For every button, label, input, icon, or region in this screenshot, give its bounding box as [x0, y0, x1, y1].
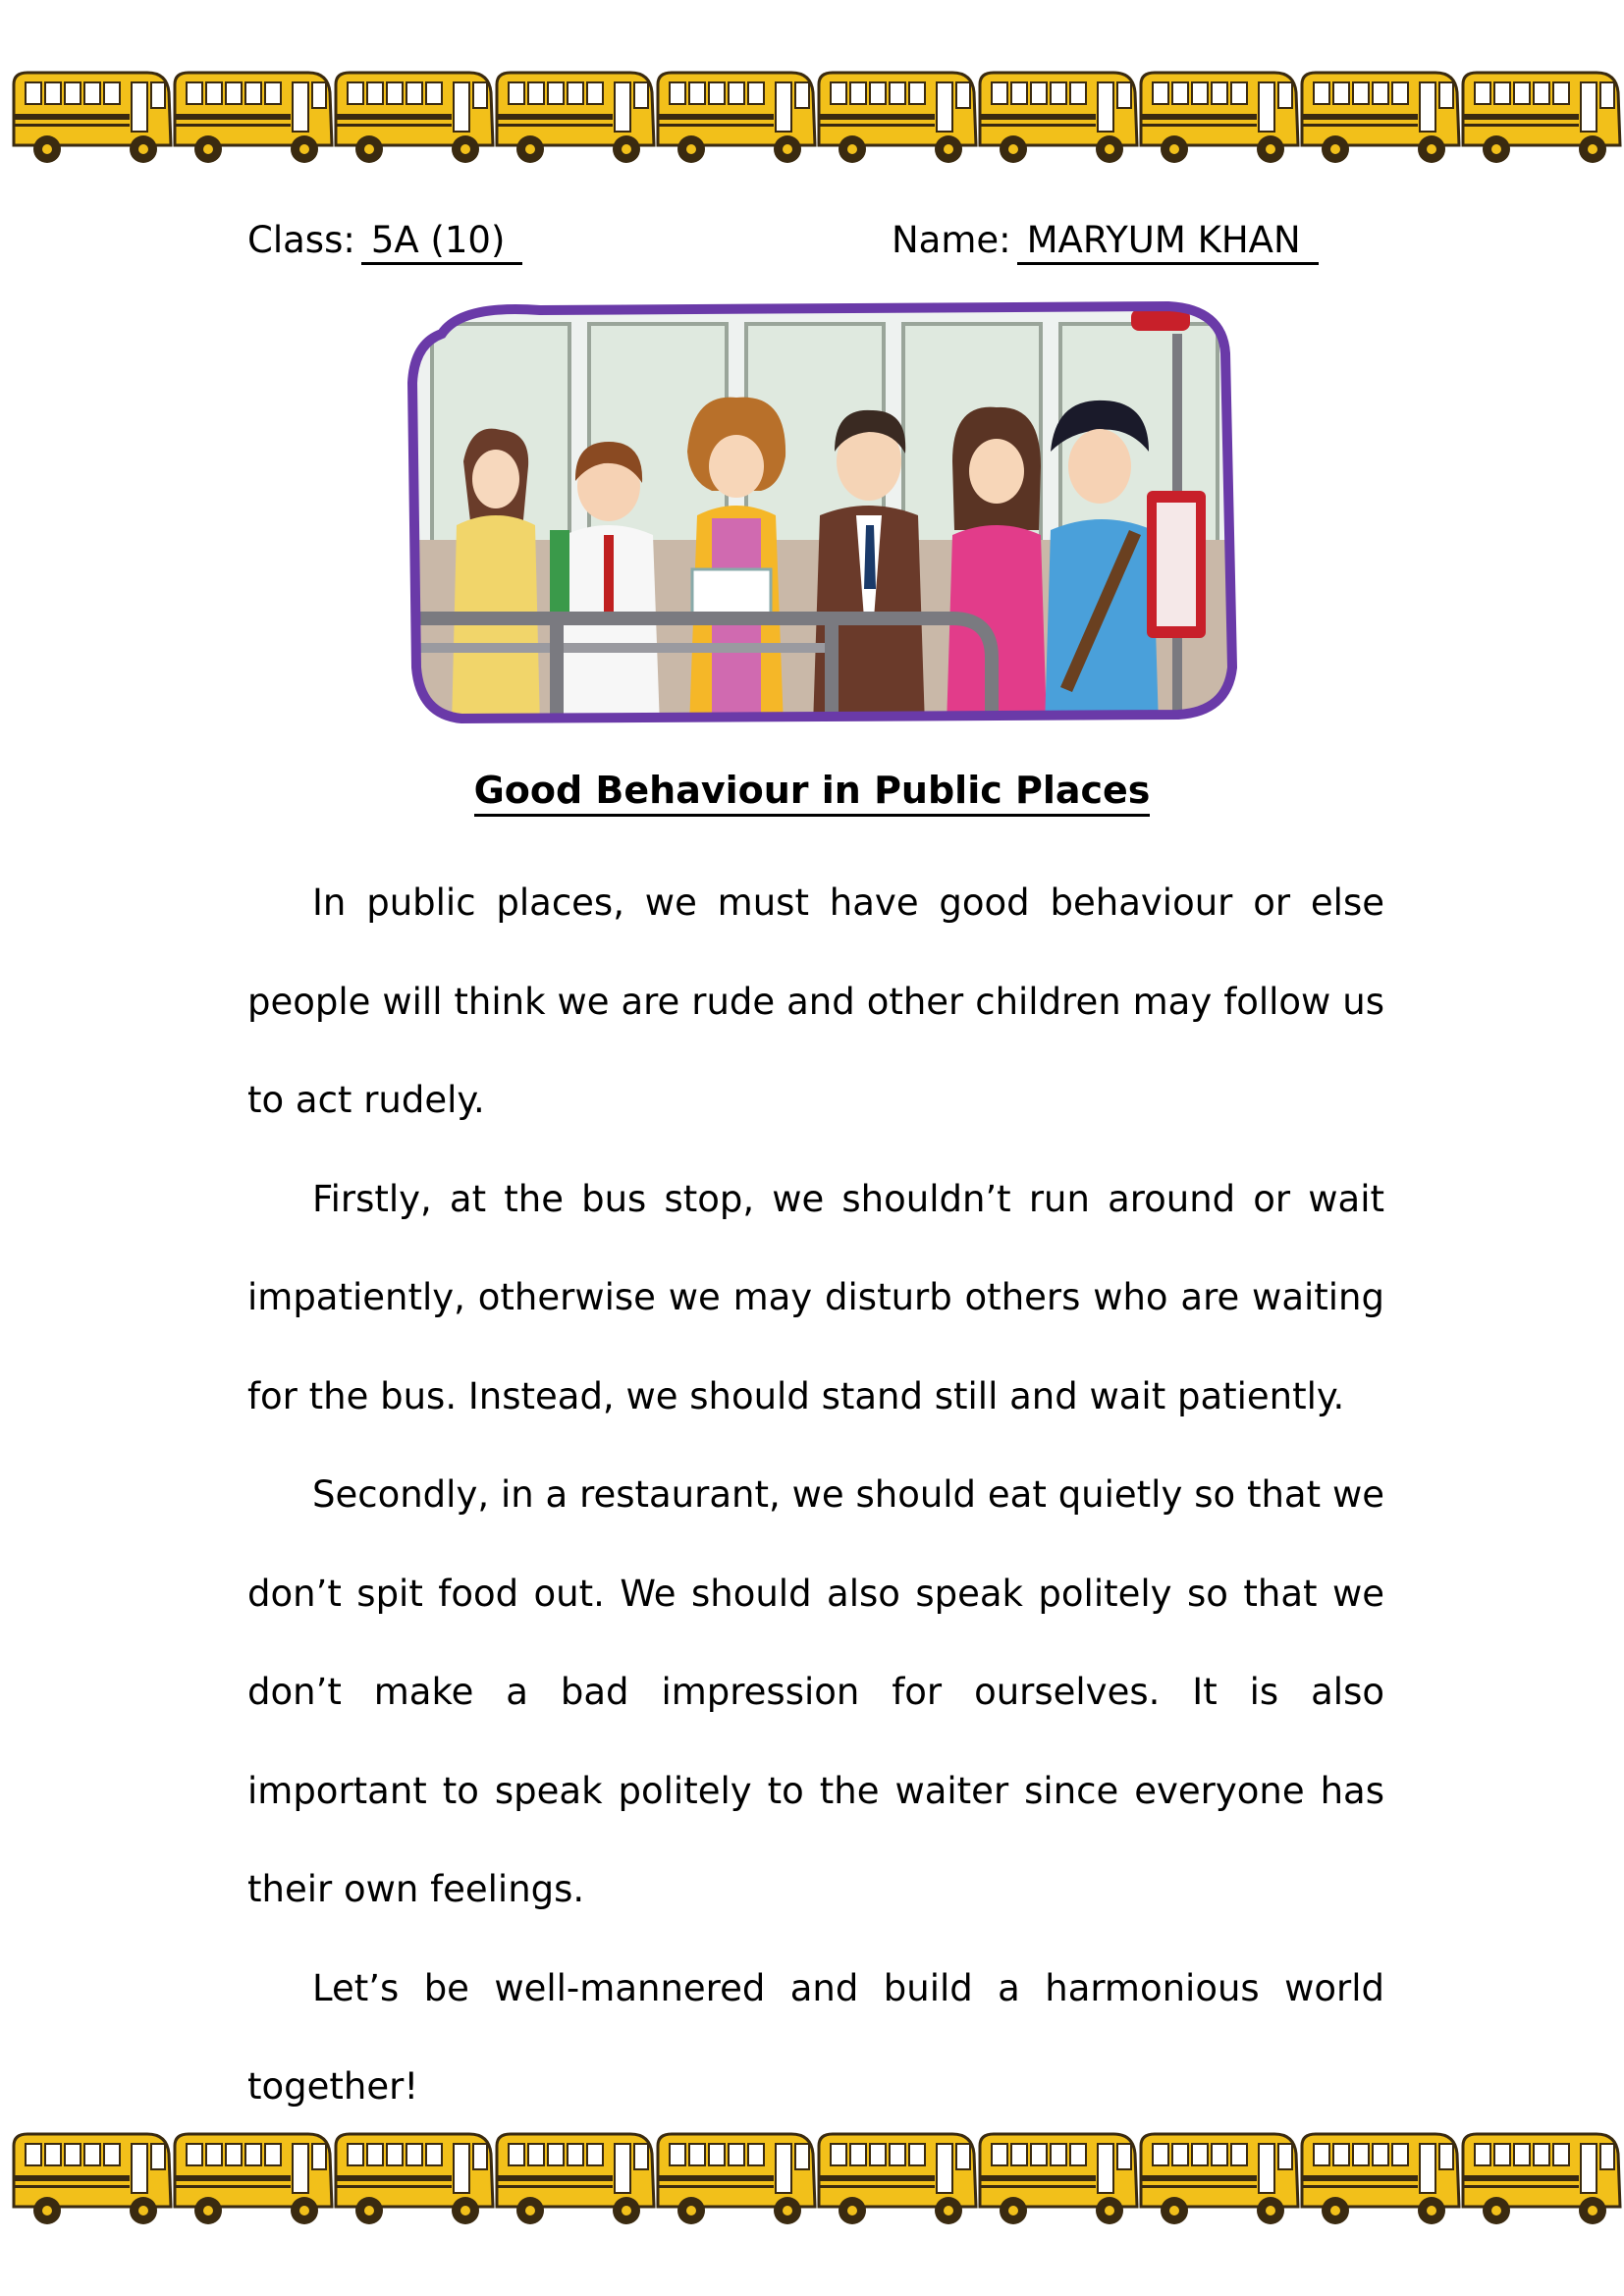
school-bus-icon	[1141, 2134, 1298, 2224]
essay-body	[247, 854, 1384, 2137]
class-value: 5A (10)	[361, 222, 523, 265]
class-label: Class:	[247, 219, 355, 261]
school-bus-icon	[336, 2134, 493, 2224]
school-bus-icon	[175, 2134, 332, 2224]
school-bus-icon	[1302, 2134, 1459, 2224]
school-bus-icon	[819, 2134, 976, 2224]
bus-border-top	[0, 59, 1624, 177]
page-title: Good Behaviour in Public Places	[0, 769, 1624, 812]
paragraph: Firstly, at the bus stop, we shouldn’t run around or wait impatiently, otherwise we may disturb others who are waiting for the bus. Instead, we should stand still and wait patiently.	[247, 1177, 1384, 1417]
name-field	[892, 219, 1319, 265]
school-bus-icon	[980, 73, 1137, 163]
school-bus-icon	[1141, 73, 1298, 163]
name-label: Name:	[892, 219, 1011, 261]
school-bus-icon	[658, 73, 815, 163]
bus-border-bottom	[0, 2120, 1624, 2238]
school-bus-icon	[658, 2134, 815, 2224]
name-value: MARYUM KHAN	[1017, 222, 1319, 265]
school-bus-icon	[1463, 2134, 1620, 2224]
paragraph: Let’s be well-mannered and build a harmonious world together!	[247, 1966, 1384, 2108]
school-bus-icon	[14, 2134, 171, 2224]
paragraph: Secondly, in a restaurant, we should eat quietly so that we don’t spit food out. We should also speak politely so that we don’t make a bad impression for ourselves. It is also important to speak politely to the waiter since everyone has their own feelings.	[247, 1473, 1384, 1910]
school-bus-icon	[1302, 73, 1459, 163]
school-bus-icon	[175, 73, 332, 163]
school-bus-icon	[336, 73, 493, 163]
school-bus-icon	[819, 73, 976, 163]
paragraph: In public places, we must have good behaviour or else people will think we are rude and other children may follow us to act rudely.	[247, 881, 1384, 1121]
school-bus-icon	[1463, 73, 1620, 163]
bus-queue-illustration	[403, 294, 1237, 726]
school-bus-icon	[497, 2134, 654, 2224]
school-bus-icon	[14, 73, 171, 163]
class-field	[247, 219, 522, 265]
school-bus-icon	[980, 2134, 1137, 2224]
school-bus-icon	[497, 73, 654, 163]
